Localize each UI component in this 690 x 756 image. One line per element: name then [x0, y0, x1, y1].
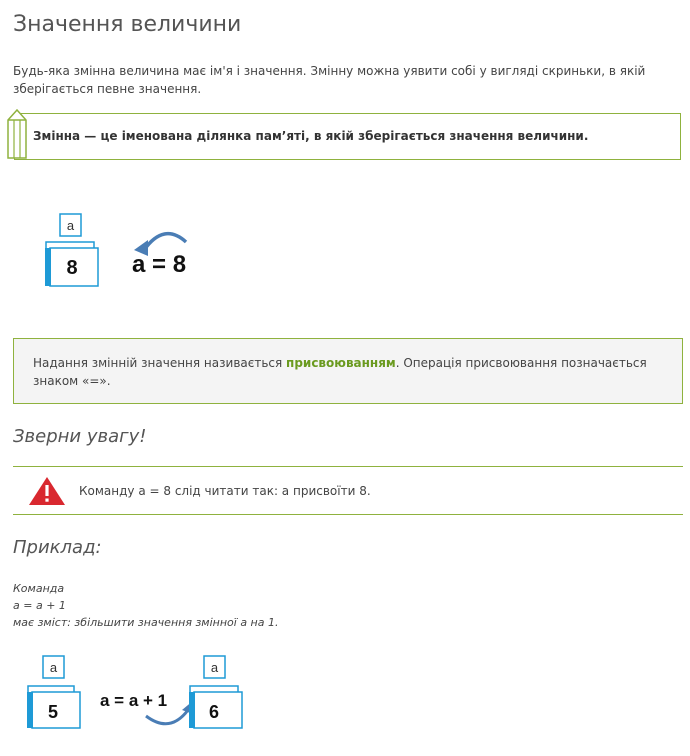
page-title: Значення величини — [13, 12, 242, 37]
warning-icon — [28, 476, 66, 506]
info-term: присвоюванням — [286, 356, 396, 370]
notice-box — [13, 466, 683, 515]
increment-expression: a = a + 1 — [100, 691, 168, 710]
notice-text: Команду a = 8 слід читати так: a присвоїти 8. — [79, 484, 371, 498]
example-heading: Приклад: — [13, 537, 102, 558]
box-edge — [45, 248, 51, 286]
definition-text: Змінна — це іменована ділянка пам’яті, в якій зберігається значення величини. — [33, 129, 589, 143]
intro-text: Будь-яка змінна величина має ім'я і значення. Змінну можна уявити собі у вигляді скриньки, в якій зберігається певне значення. — [13, 64, 646, 96]
example-line: a = a + 1 — [13, 599, 66, 612]
variable-box-diagram — [40, 210, 210, 290]
right-name-label: a — [210, 660, 219, 675]
left-name-label: a — [49, 660, 58, 675]
definition-box — [14, 113, 681, 160]
example-line: має зміст: збільшити значення змінної a на 1. — [13, 616, 279, 629]
info-text-before: Надання змінній значення називається — [33, 356, 287, 370]
assignment-info-box — [13, 338, 683, 404]
right-box-edge — [189, 692, 195, 728]
left-box-value: 5 — [47, 702, 59, 722]
example-line: Команда — [13, 582, 65, 595]
info-text-after: . Операція присвоювання позначається знаком «=». — [33, 356, 647, 388]
right-box-value: 6 — [208, 702, 220, 722]
variable-name-label: a — [66, 218, 75, 233]
assign-expression: a = 8 — [132, 251, 187, 278]
pencil-icon — [3, 108, 31, 162]
left-box-edge — [27, 692, 33, 728]
assign-arrow — [144, 234, 186, 250]
box-value: 8 — [66, 257, 78, 279]
increment-arrow — [146, 710, 188, 724]
example-text — [13, 580, 278, 631]
increment-diagram — [22, 652, 262, 732]
notice-heading: Зверни увагу! — [13, 426, 147, 447]
